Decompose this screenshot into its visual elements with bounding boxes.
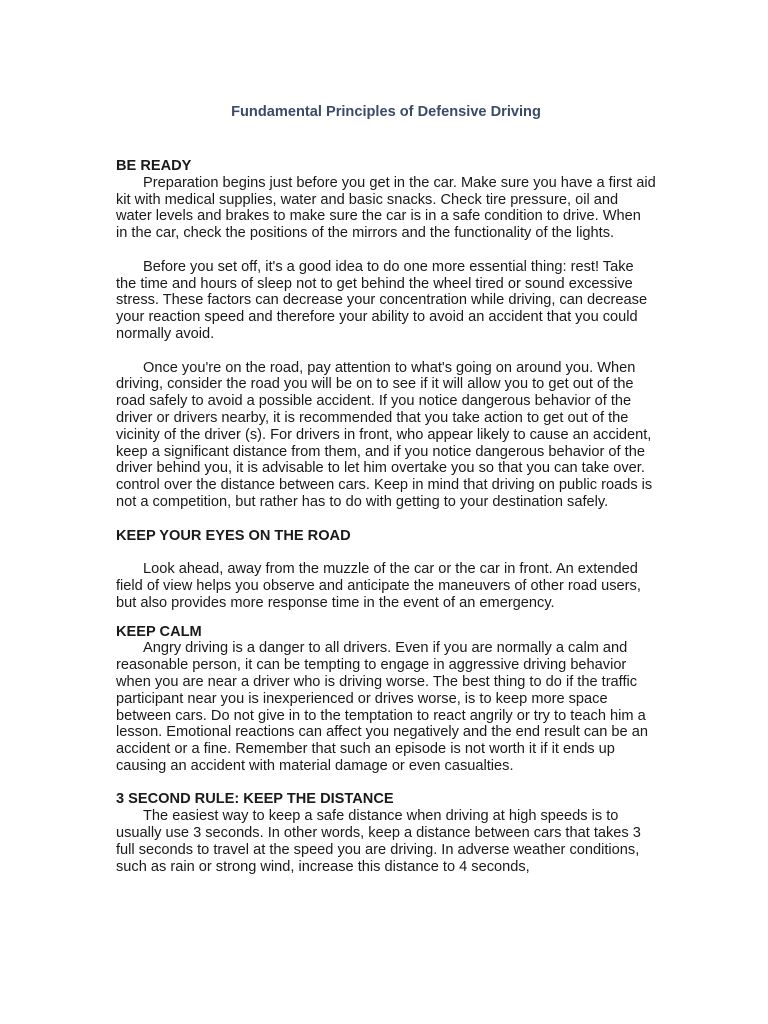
section-heading: KEEP CALM [116,623,202,640]
section-keep-eyes-on-road [116,528,656,612]
paragraph: Angry driving is a danger to all drivers. Even if you are normally a calm and reasonable person, it can be tempting to engage in aggressive driving behavior when you are near a driver who is driving worse. The best thing to do if the traffic participant near you is inexperienced or drives worse, is to keep more space between cars. Do not give in to the temptation to react angrily or try to teach him a lesson. Emotional reactions can affect you negatively and the end result can be an accident or a fine. Remember that such an episode is not worth it if it ends up causing an accident with material damage or even casualties. [116,640,648,774]
section-be-ready [116,158,656,511]
section-heading: BE READY [116,158,192,174]
paragraph: Look ahead, away from the muzzle of the car or the car in front. An extended field of view helps you observe and anticipate the maneuvers of other road users, but also provides more response time in the event of an emergency. [116,561,641,611]
document-page [116,102,656,875]
paragraph: Once you're on the road, pay attention to what's going on around you. When driving, consider the road you will be on to see if it will allow you to get out of the road safely to avoid a possible accident. If you notice dangerous behavior of the driver or drivers nearby, it is recommended that you take action to get out of the vicinity of the driver (s). For drivers in front, who appear likely to cause an accident, keep a significant distance from them, and if you notice dangerous behavior of the driver behind you, it is advisable to let him overtake you so that you can take over. control over the distance between cars. Keep in mind that driving on public roads is not a competition, but rather has to do with getting to your destination safely. [116,359,653,510]
paragraph: The easiest way to keep a safe distance when driving at high speeds is to usually use 3 seconds. In other words, keep a distance between cars that takes 3 full seconds to travel at the speed you are driving. In adverse weather conditions, such as rain or strong wind, increase this distance to 4 seconds, [116,808,641,875]
paragraph: Before you set off, it's a good idea to do one more essential thing: rest! Take the time and hours of sleep not to get behind the wheel tired or sound excessive stress. These factors can decrease your concentration while driving, can decrease your reaction speed and therefore your ability to avoid an accident that you could normally avoid. [116,258,648,342]
section-keep-calm [116,624,656,775]
section-heading: KEEP YOUR EYES ON THE ROAD [116,527,351,544]
paragraph: Preparation begins just before you get in the car. Make sure you have a first aid kit with medical supplies, water and basic snacks. Check tire pressure, oil and water levels and brakes to make sure the car is in a safe condition to drive. When in the car, check the positions of the mirrors and the functionality of the lights. [116,174,656,242]
page-title: Fundamental Principles of Defensive Driving [231,104,541,120]
section-heading: 3 SECOND RULE: KEEP THE DISTANCE [116,791,394,808]
section-3-second-rule [116,791,656,875]
